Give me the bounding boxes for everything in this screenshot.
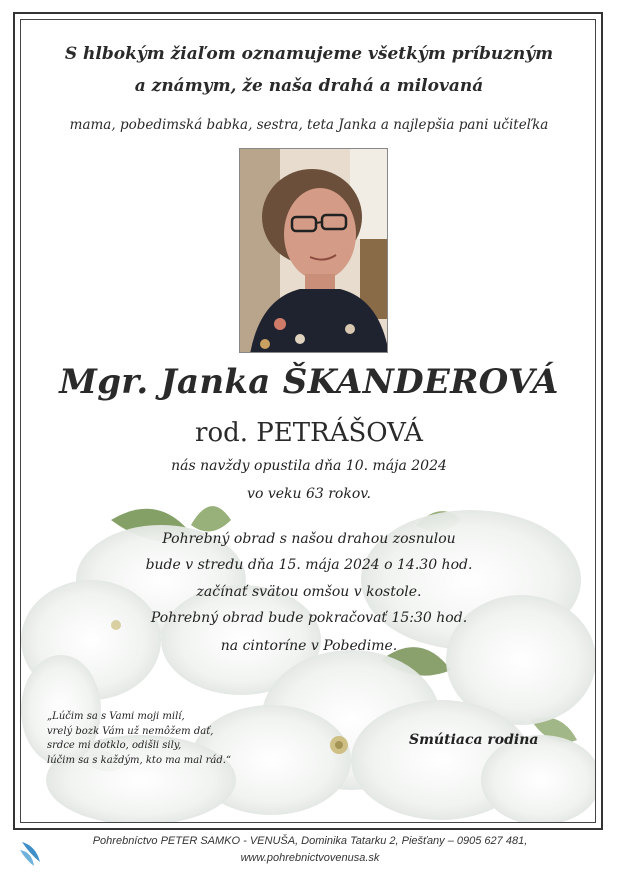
deceased-name: Mgr. Janka ŠKANDEROVÁ [59, 362, 559, 402]
intro-line-2: a známym, že naša drahá a milovaná [134, 76, 484, 96]
farewell-poem [47, 710, 267, 768]
portrait-photo [239, 148, 388, 353]
poem-line: vrelý bozk Vám už nemôžem dať, [47, 725, 214, 737]
age-line: vo veku 63 rokov. [247, 486, 371, 502]
poem-line: lúčim sa s každým, kto ma mal rád.“ [47, 754, 232, 766]
obituary-card [20, 19, 596, 823]
funeral-line-5: na cintoríne v Pobedime. [220, 638, 398, 654]
funeral-line-1: Pohrebný obrad s našou drahou zosnulou [162, 531, 456, 547]
maiden-name: rod. PETRÁŠOVÁ [195, 418, 423, 448]
poem-line: „Lúčim sa s Vami moji milí, [47, 711, 185, 722]
date-of-death: nás navždy opustila dňa 10. mája 2024 [171, 458, 447, 474]
relations-line: mama, pobedimská babka, sestra, teta Janka a najlepšia pani učiteľka [69, 117, 549, 133]
funeral-line-4: Pohrebný obrad bude pokračovať 15:30 hod. [150, 610, 468, 626]
footer-address: Pohrebníctvo PETER SAMKO - VENUŠA, Dominika Tatarku 2, Piešťany – 0905 627 481, [92, 835, 528, 847]
funeral-line-2: bude v stredu dňa 15. mája 2024 o 14.30 hod. [145, 557, 473, 573]
funeral-line-3: začínať svätou omšou v kostole. [196, 584, 422, 600]
intro-line-1: S hlbokým žiaľom oznamujeme všetkým príbuzným [64, 44, 554, 64]
footer-website[interactable]: www.pohrebnictvovenusa.sk [240, 852, 380, 864]
signature-family: Smútiaca rodina [409, 732, 539, 748]
poem-line: srdce mi dotklo, odišli sily, [47, 740, 182, 751]
